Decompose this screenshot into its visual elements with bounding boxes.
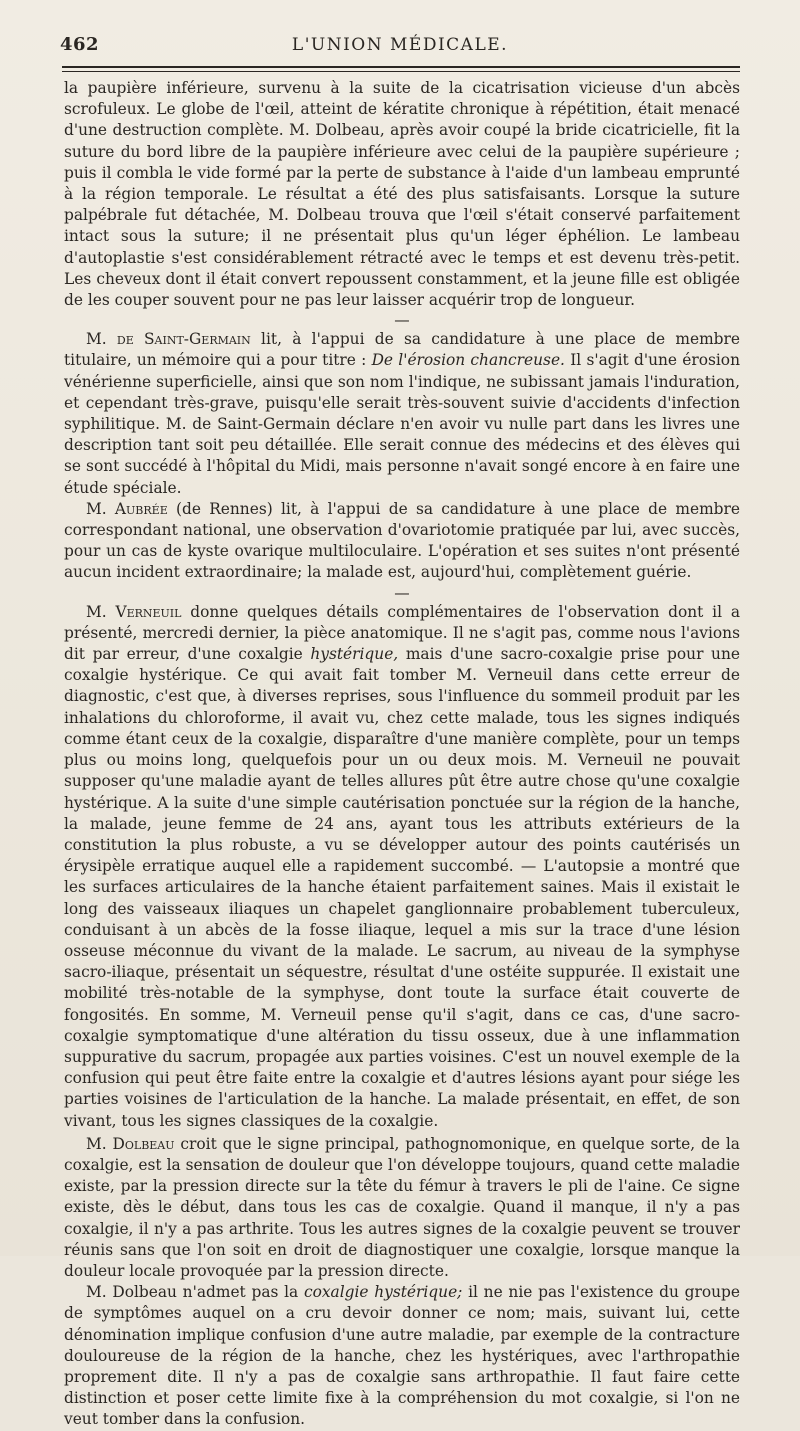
section-separator: — xyxy=(394,311,410,330)
header-rule-thick xyxy=(62,66,740,68)
speaker-name: M. Verneuil xyxy=(86,602,182,621)
speaker-name: M. Dolbeau xyxy=(86,1134,175,1153)
running-header xyxy=(60,34,740,60)
memoir-title: De l'érosion chancreuse. xyxy=(371,351,565,370)
emphasis-text: coxalgie hystérique; xyxy=(303,1283,463,1302)
article-body xyxy=(64,78,740,1431)
paragraph-text: M. Dolbeau n'admet pas la xyxy=(86,1283,304,1302)
paragraph-dolbeau-sign xyxy=(64,1134,740,1282)
section-separator: — xyxy=(394,583,410,602)
journal-title: L'UNION MÉDICALE. xyxy=(291,35,509,55)
paragraph-text: lit, à l'appui de sa candidature à une place de membre titulaire, un mémoire qui a pour titre : xyxy=(64,330,740,370)
speaker-name: M. Aubrée xyxy=(86,499,168,518)
page-number: 462 xyxy=(60,34,100,55)
paragraph-text: Il s'agit d'une érosion vénérienne superficielle, ainsi que son nom l'indique, ne subissant jamais l'induration, et cependant très-grave, puisqu'elle serait très-souvent suivie d'accidents d'infection syphilitique. M. de Saint-Germain déclare n'en avoir vu nulle part dans les livres une description tant soit peu détaillée. Elle serait connue des médecins et des élèves qui se sont succédé à l'hôpital du Midi, mais personne n'avait songé encore à en faire une étude spéciale. xyxy=(64,351,740,497)
paragraph-dolbeau-hysteric xyxy=(64,1282,740,1430)
paragraph-text: mais d'une sacro-coxalgie prise pour une coxalgie hystérique. Ce qui avait fait tomber M. Verneuil dans cette erreur de diagnostic, c'est que, à diverses reprises, sous l'influence du sommeil produit par les inhalations du chloroforme, il avait vu, chez cette malade, tous les signes indiqués comme étant ceux de la coxalgie, disparaître d'une manière complète, pour un temps plus ou moins long, quelquefois pour un ou deux mois. M. Verneuil ne pouvait supposer qu'une maladie ayant de telles allures pût être autre chose qu'une coxalgie hystérique. A la suite d'une simple cautérisation ponctuée sur la région de la hanche, la malade, jeune femme de 24 ans, ayant tous les attributs extérieurs de la constitution la plus robuste, a vu se développer autour des points cautérisés un érysipèle erratique auquel elle a rapidement succombé. — L'autopsie a montré que les surfaces articulaires de la hanche étaient parfaitement saines. Mais il existait le long des vaisseaux iliaques un chapelet ganglionnaire probablement tuberculeux, conduisant à un abcès de la fosse iliaque, lequel a mis sur la trace d'une lésion osseuse méconnue du vivant de la malade. Le sacrum, au niveau de la symphyse sacro-iliaque, présentait un séquestre, résultat d'une ostéite suppurée. Il existait une mobilité très-notable de la symphyse, dont toute la surface était couverte de fongosités. En somme, M. Verneuil pense qu'il s'agit, dans ce cas, d'une sacro-coxalgie symptomatique d'une altération du tissu osseux, due à une inflammation suppurative du sacrum, propagée aux parties voisines. C'est un nouvel exemple de la confusion qui peut être faite entre la coxalgie et d'autres lésions ayant pour siége les parties voisines de l'articulation de la hanche. La malade présentait, en effet, de son vivant, tous les signes classiques de la coxalgie. xyxy=(64,645,740,1130)
paragraph-verneuil xyxy=(64,602,740,1132)
paragraph-saint-germain xyxy=(64,329,740,499)
emphasis-text: hystérique, xyxy=(310,645,399,664)
header-rule-thin xyxy=(62,71,740,72)
paragraph-text: croit que le signe principal, pathognomonique, en quelque sorte, de la coxalgie, est la sensation de douleur que l'on développe toujours, quand cette maladie existe, par la pression directe sur la tête du fémur à travers le pli de l'aine. Ce signe existe, dès le début, dans tous les cas de coxalgie. Quand il manque, il n'y a pas coxalgie, il n'y a pas arthrite. Tous les autres signes de la coxalgie peuvent se trouver réunis sans que l'on soit en droit de diagnostiquer une coxalgie, lorsque manque la douleur locale provoquée par la pression directe. xyxy=(64,1134,740,1280)
paragraph-dolbeau-case: la paupière inférieure, survenu à la suite de la cicatrisation vicieuse d'un abcès scrofuleux. Le globe de l'œil, atteint de kératite chronique à répétition, était menacé d'une destruction complète. M. Dolbeau, après avoir coupé la bride cicatricielle, fit la suture du bord libre de la paupière inférieure avec celui de la paupière supérieure ; puis il combla le vide formé par la perte de substance à l'aide d'un lambeau emprunté à la région temporale. Le résultat a été des plus satisfaisants. Lorsque la suture palpébrale fut détachée, M. Dolbeau trouva que l'œil s'était conservé parfaitement intact sous la suture; il ne présentait plus qu'un léger éphélion. Le lambeau d'autoplastie s'est considérablement rétracté avec le temps et est devenu très-petit. Les cheveux dont il était convert repoussent constamment, et la jeune fille est obligée de les couper souvent pour ne pas leur laisser acquérir trop de longueur. xyxy=(64,79,740,310)
paragraph-text: il ne nie pas l'existence du groupe de symptômes auquel on a cru devoir donner ce nom; mais, suivant lui, cette dénomination implique confusion d'une autre maladie, par exemple de la contracture douloureuse de la région de la hanche, chez les hystériques, avec l'arthropathie proprement dite. Il n'y a pas de coxalgie sans arthropathie. Il faut faire cette distinction et poser cette limite fixe à la compréhension du mot coxalgie, si l'on ne veut tomber dans la confusion. xyxy=(64,1283,741,1429)
speaker-name: M. de Saint-Germain xyxy=(86,330,251,349)
paragraph-text: (de Rennes) lit, à l'appui de sa candidature à une place de membre correspondant national, une observation d'ovariotomie pratiquée par lui, avec succès, pour un cas de kyste ovarique multiloculaire. L'opération et ses suites n'ont présenté aucun incident extraordinaire; la malade est, aujourd'hui, complètement guérie. xyxy=(64,499,740,582)
paragraph-text: donne quelques détails complémentaires de l'observation dont il a présenté, mercredi dernier, la pièce anatomique. Il ne s'agit pas, comme nous l'avions dit par erreur, d'une coxalgie xyxy=(64,602,741,664)
paragraph-aubree xyxy=(64,499,740,584)
